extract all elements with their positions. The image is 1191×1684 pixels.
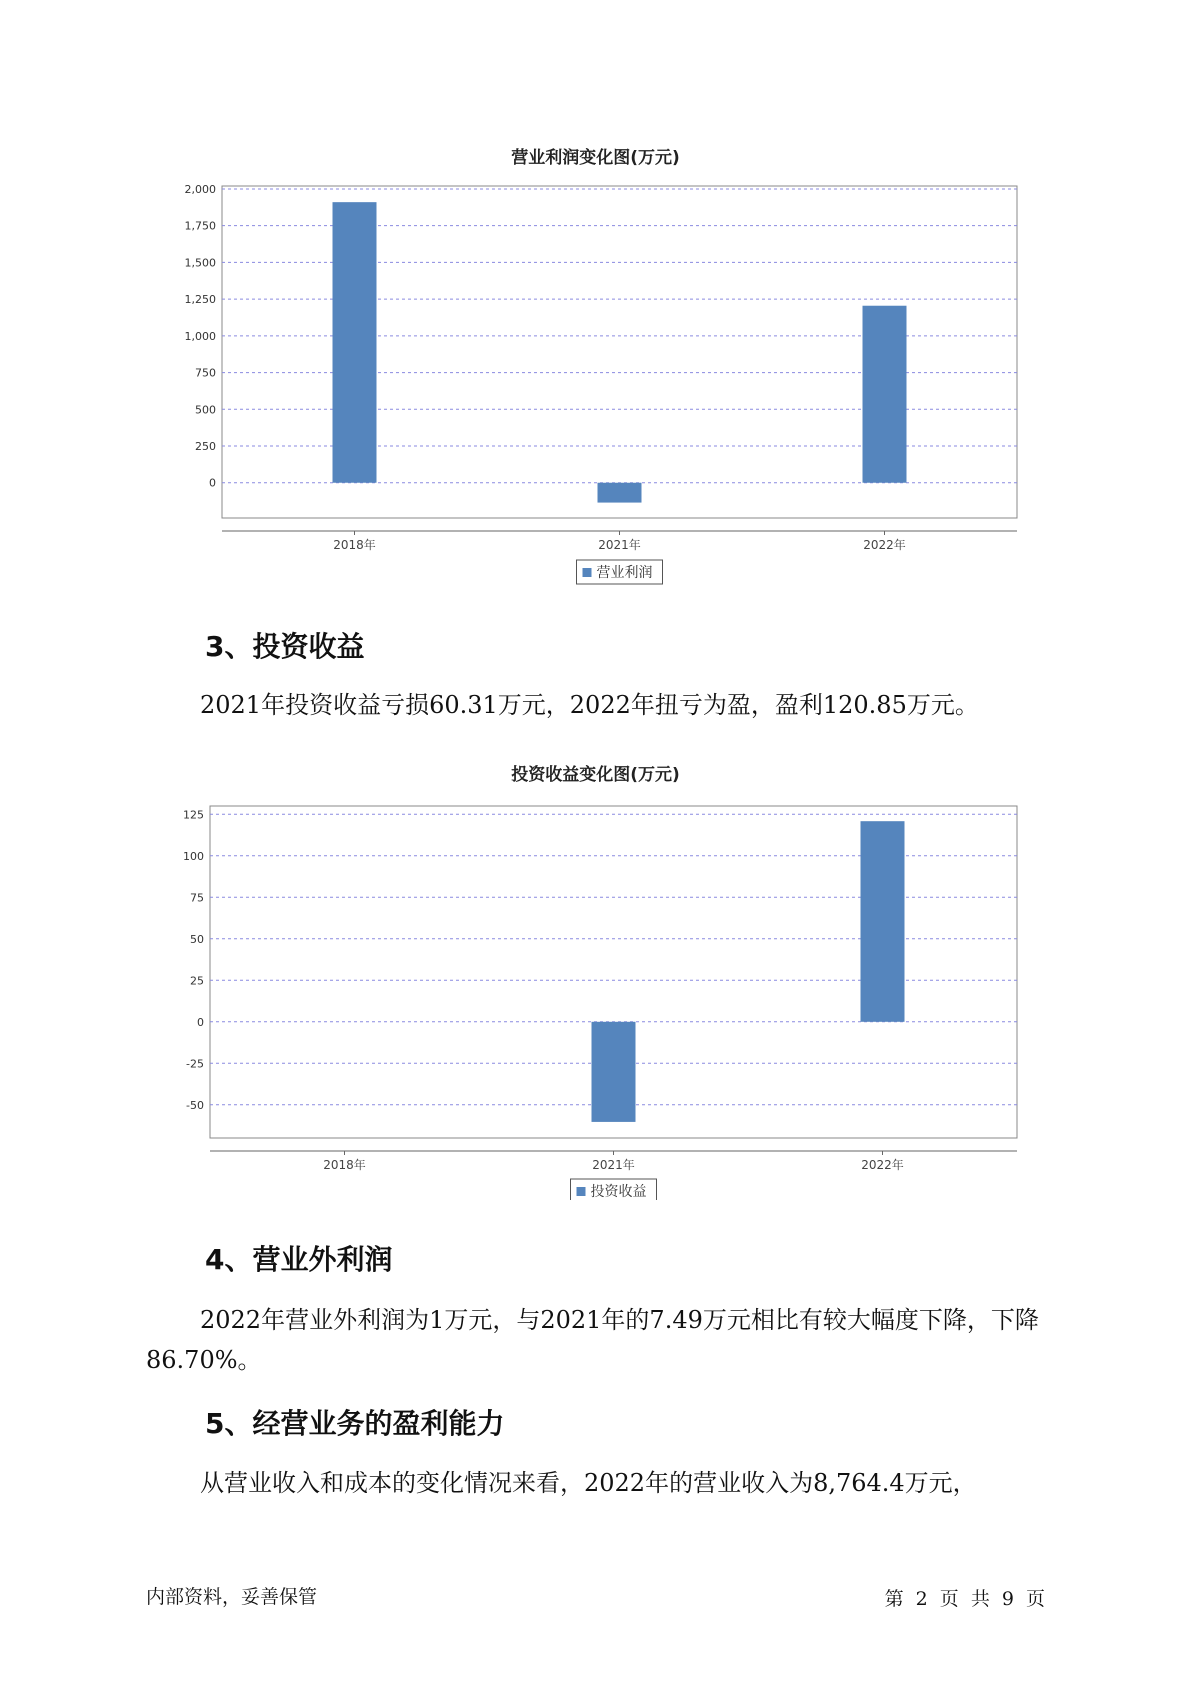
y-tick-label: 25 [190,974,204,988]
section5-paragraph: 从营业收入和成本的变化情况来看，2022年的营业收入为8,764.4万元， [200,1469,977,1497]
footer-page-number: 第 2 页 共 9 页 [884,1588,1045,1610]
x-tick-label: 2021年 [598,538,641,552]
x-tick-label: 2018年 [323,1158,366,1172]
chart2-title: 投资收益变化图(万元) [511,765,680,785]
y-tick-label: 500 [195,403,216,417]
y-tick-label: -25 [186,1057,204,1071]
x-tick-label: 2022年 [863,538,906,552]
section4-paragraph: 2022年营业外利润为1万元，与2021年的7.49万元相比有较大幅度下降，下降86.70%。 [146,1306,1039,1374]
y-tick-label: 1,000 [184,329,216,343]
y-tick-label: 1,500 [184,256,216,270]
y-tick-label: 50 [190,932,204,946]
chart1-operating-profit [0,170,1191,590]
y-tick-label: 2,000 [184,182,216,196]
legend-label: 营业利润 [596,565,653,581]
footer-confidential: 内部资料，妥善保管 [146,1586,318,1608]
y-tick-label: 125 [183,808,204,822]
section3-heading: 3、投资收益 [205,630,365,663]
y-tick-label: 100 [183,849,204,863]
legend-label: 投资收益 [590,1184,647,1200]
bar-2021年 [592,1022,636,1122]
bar-2021年 [598,483,642,503]
y-tick-label: 1,750 [184,219,216,233]
y-tick-label: 0 [209,476,216,490]
y-tick-label: 1,250 [184,293,216,307]
section4-heading: 4、营业外利润 [205,1243,393,1276]
chart1-title: 营业利润变化图(万元) [511,148,680,168]
x-tick-label: 2018年 [333,538,376,552]
bar-2022年 [863,306,907,483]
y-tick-label: 75 [190,891,204,905]
y-tick-label: 250 [195,440,216,454]
legend-swatch [583,568,592,577]
bar-2022年 [861,821,905,1022]
y-tick-label: -50 [186,1098,204,1112]
x-tick-label: 2021年 [592,1158,635,1172]
x-tick-label: 2022年 [861,1158,904,1172]
legend-swatch [577,1187,586,1196]
y-tick-label: 750 [195,366,216,380]
bar-2018年 [333,202,377,483]
y-tick-label: 0 [197,1015,204,1029]
section5-heading: 5、经营业务的盈利能力 [205,1407,505,1440]
section3-paragraph: 2021年投资收益亏损60.31万元，2022年扭亏为盈，盈利120.85万元。 [200,691,979,719]
chart2-investment-income [0,790,1191,1200]
